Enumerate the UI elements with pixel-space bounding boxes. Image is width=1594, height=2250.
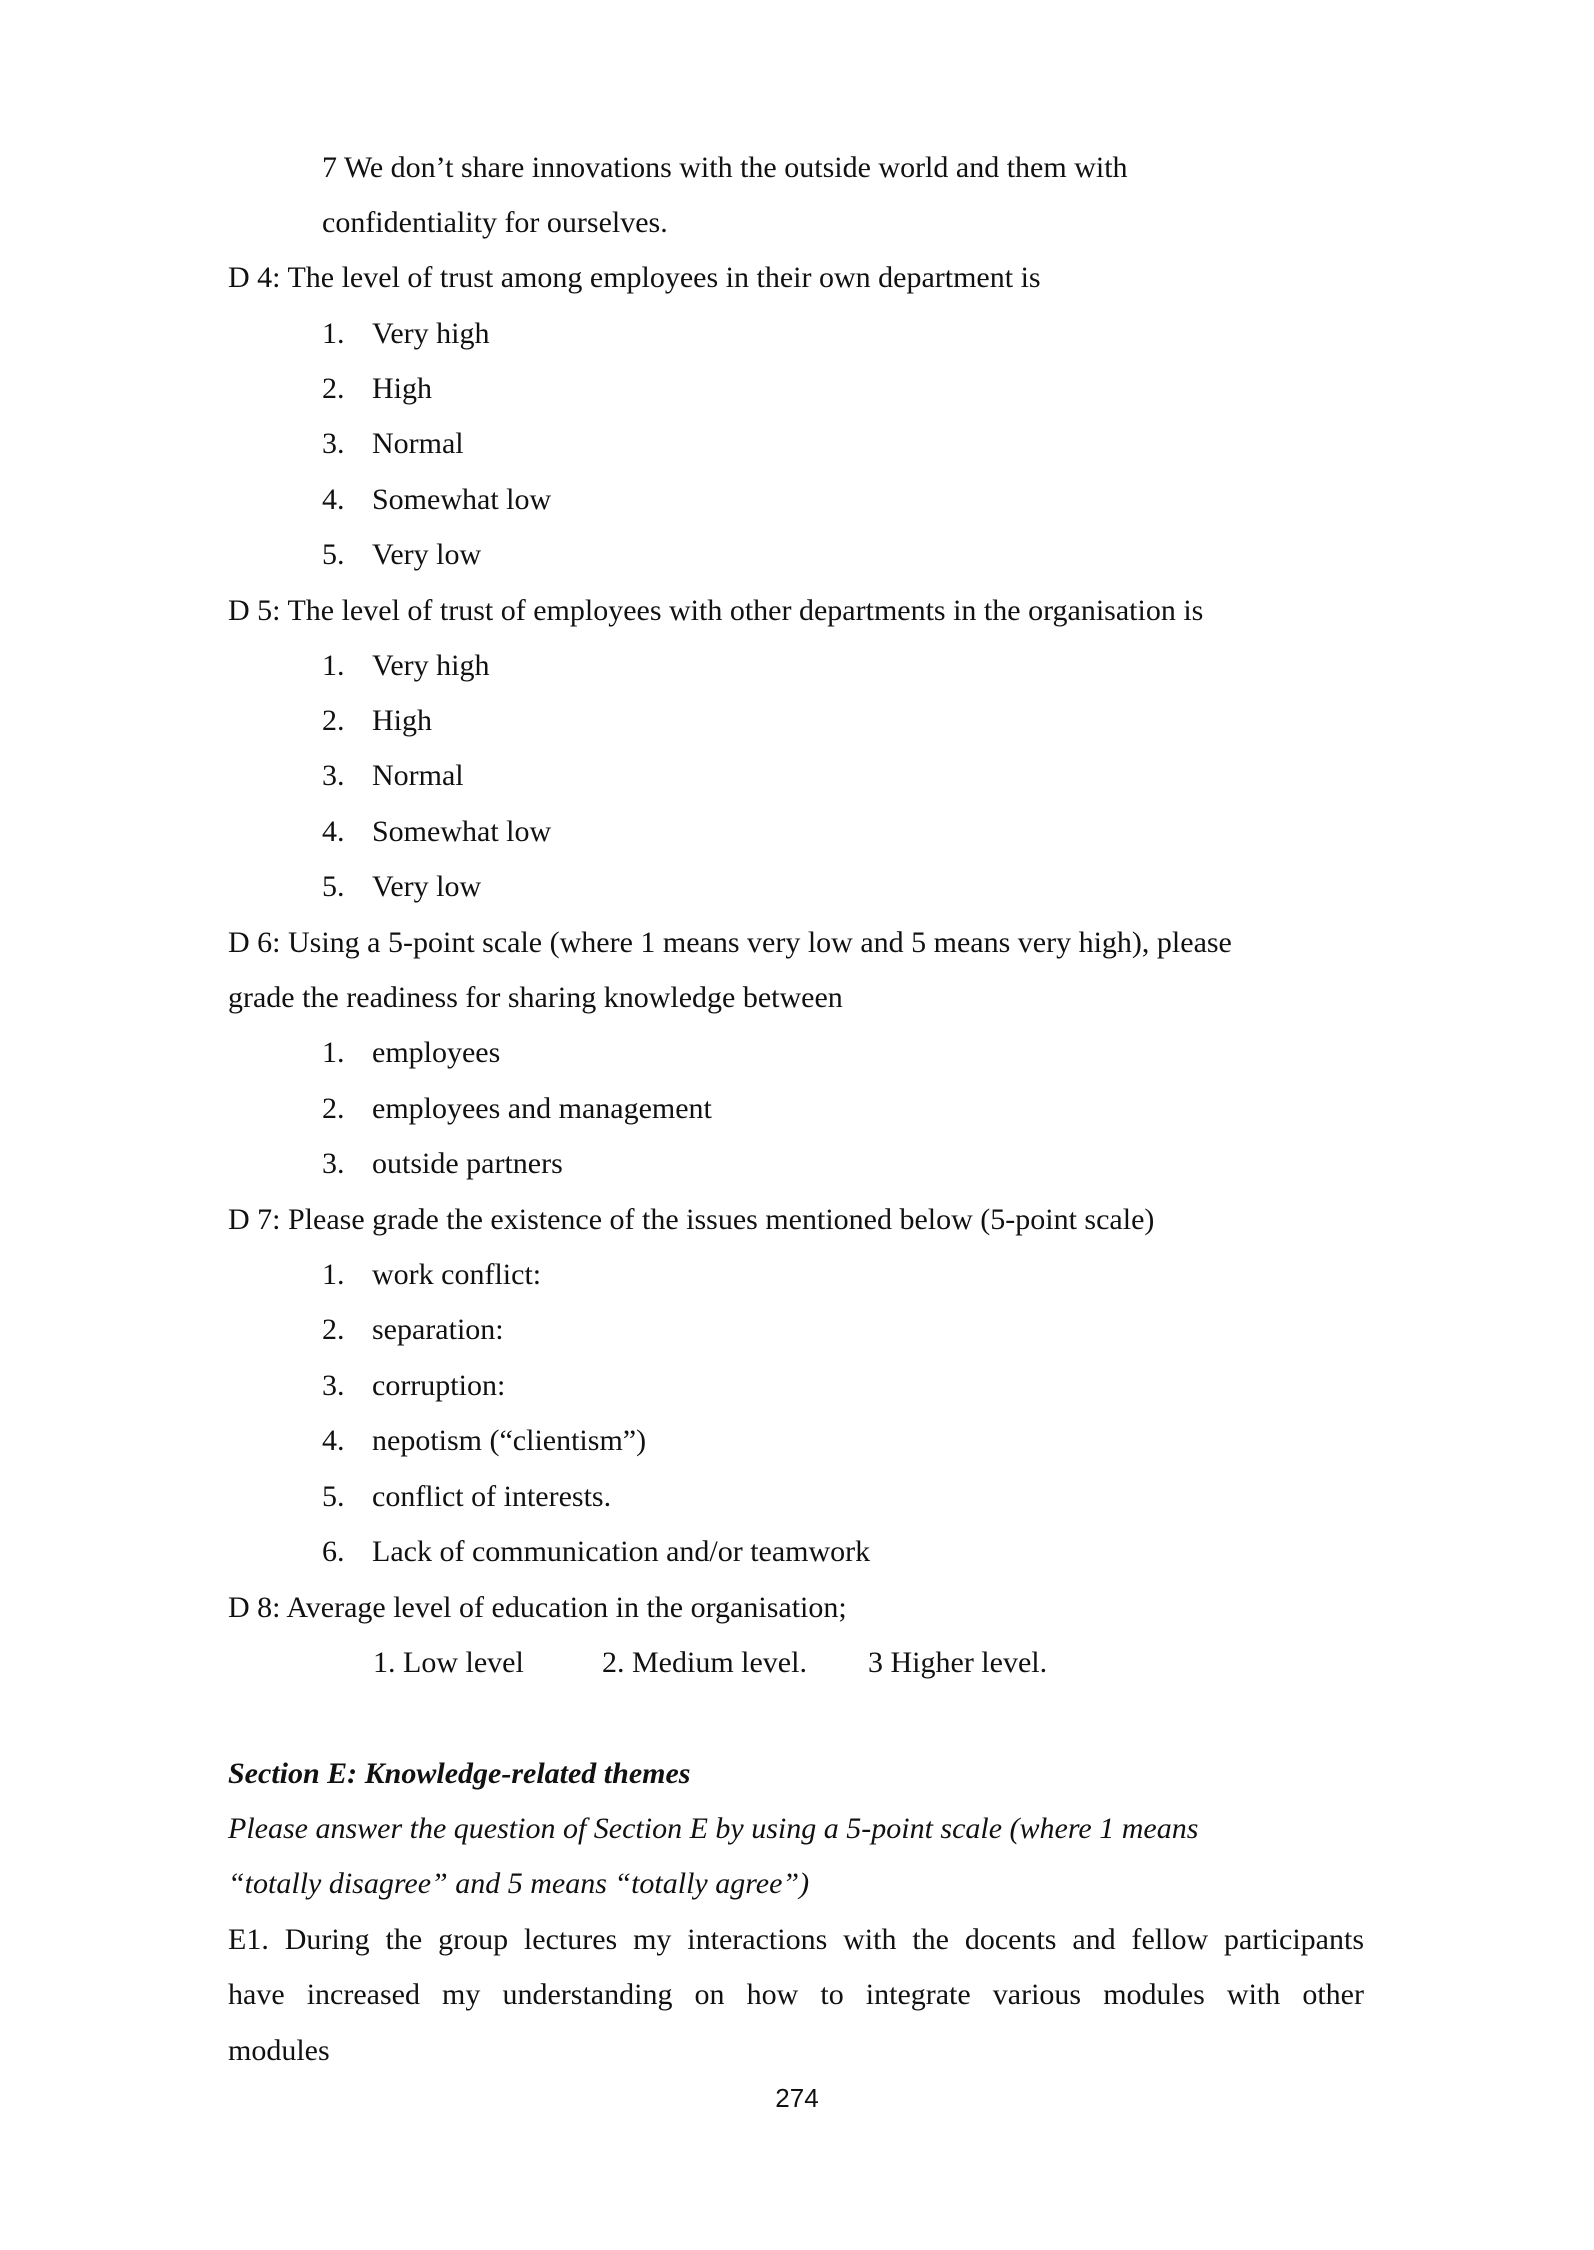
question-d7: D 7: Please grade the existence of the issues mentioned below (5-point scale) [228, 1203, 1155, 1236]
question-d8: D 8: Average level of education in the organisation; [228, 1591, 847, 1624]
page-number: 274 [775, 2083, 819, 2113]
question-d5: D 5: The level of trust of employees with other departments in the organisation is [228, 594, 1204, 627]
intro-line-2: confidentiality for ourselves. [322, 206, 668, 239]
document-page: 7 We don’t share innovations with the outside world and them with confidentiality for ourselves. D 4: The level of trust among employees in their own department is 1. Very high 2. High 3. Normal 4. Somewhat low 5. Very low D 5: The level of trust of employees with other departments in the organisation is 1. Very high 2. High 3. Normal 4. Somewhat low 5. Very low D 6: Using a 5-point scale (where 1 means very low and 5 means very high), please grade the readiness for sharing knowledge between 1. employees 2. employees and management 3. outside partners D 7: Please grade the existence of the issues mentioned below (5-point scale) 1. work conflict: 2. separation: 3. corruption: 4. nepotism (“clientism”) 5. conflict of interests. 6. Lack of communication and/or teamwork D 8: Average level of education in the organisation; 1. Low level 2. Medium level. 3 Higher level. Section E: Knowledge-related themes Please answer the question of Section E by using a 5-point scale (where 1 means “totally disagree” and 5 means “totally agree”) E1. During the group lectures my interactions with the docents and fellow participants have increased my understanding on how to integrate various modules with other modules 274 [0, 0, 1594, 2250]
section-e-instruction-line-1: Please answer the question of Section E by using a 5-point scale (where 1 means [228, 1812, 1199, 1845]
question-d6-line-2: grade the readiness for sharing knowledge between [228, 981, 843, 1014]
intro-line-1: 7 We don’t share innovations with the outside world and them with [322, 151, 1128, 184]
education-choice-higher: 3 Higher level. [868, 1646, 1048, 1679]
question-e1-line-2: have increased my understanding on how to integrate various modules with other [228, 1978, 1364, 2011]
education-choice-medium: 2. Medium level. [602, 1646, 807, 1679]
section-e-instruction-line-2: “totally disagree” and 5 means “totally agree”) [228, 1867, 810, 1900]
section-e-heading: Section E: Knowledge-related themes [228, 1757, 691, 1790]
question-e1-line-3: modules [228, 2034, 330, 2067]
question-d4: D 4: The level of trust among employees in their own department is [228, 261, 1041, 294]
question-e1-line-1: E1. During the group lectures my interactions with the docents and fellow participants [228, 1923, 1364, 1956]
education-choice-low: 1. Low level [373, 1646, 524, 1679]
question-d6-line-1: D 6: Using a 5-point scale (where 1 means very low and 5 means very high), please [228, 926, 1232, 959]
